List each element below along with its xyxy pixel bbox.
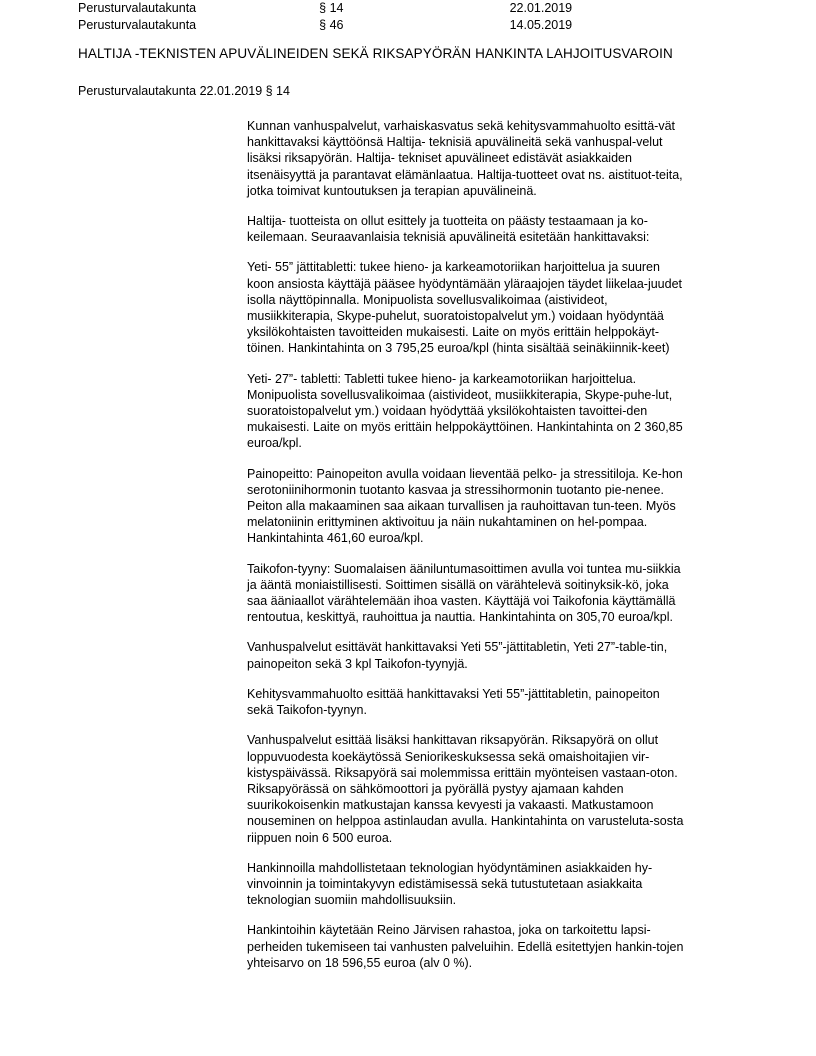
- meeting-reference-table: [78, 0, 678, 34]
- document-body: [247, 118, 687, 971]
- meeting-body: Perusturvalautakunta: [78, 18, 197, 32]
- body-paragraph: Kunnan vanhuspalvelut, varhaiskasvatus sekä kehitysvammahuolto esittä-vät hankittavaksi käyttöönsä Haltija- teknisiä apuvälineitä sekä vanhuspal-velut lisäksi riksapyörän. Haltija- tekniset apuvälineet edistävät asiakkaiden itsenäisyyttä ja parantavat elämänlaatua. Haltija-tuotteet ovat ns. aistituot-teita, jotka toimivat kuntoutuksen ja terapian apuvälineinä.: [247, 119, 683, 198]
- meeting-section: § 14: [319, 1, 344, 15]
- section-subheading: Perusturvalautakunta 22.01.2019 § 14: [78, 84, 290, 98]
- body-paragraph: Hankinnoilla mahdollistetaan teknologian hyödyntäminen asiakkaiden hy-vinvoinnin ja toimintakyvyn edistämisessä sekä tutustutetaan asiakkaita teknologian suomiin mahdollisuuksiin.: [247, 860, 653, 908]
- body-paragraph: Haltija- tuotteista on ollut esittely ja tuotteita on päästy testaamaan ja ko-keilemaan. Seuraavanlaisia teknisiä apuvälineitä esitetään hankittavaksi:: [247, 214, 650, 245]
- body-paragraph: Yeti- 27”- tabletti: Tabletti tukee hieno- ja karkeamotoriikan harjoittelua. Monipuolista sovellusvalikoimaa (aistivideot, musiikkiterapia, Skype-puhe-lut, suoratoistopalvelut ym.) voidaan hyödyttää yksilökohtaisten tavoittei-den mukaisesti. Laite on myös erittäin helppokäyttöinen. Hankintahinta on 2 360,85 euroa/kpl.: [247, 371, 683, 451]
- body-paragraph: Hankintoihin käytetään Reino Järvisen rahastoa, joka on tarkoitettu lapsi-perheiden tukemiseen tai vanhusten palveluihin. Edellä esitettyjen hankin-tojen yhteisarvo on 18 596,55 euroa (alv 0 %).: [247, 923, 684, 970]
- meeting-body: Perusturvalautakunta: [78, 1, 197, 15]
- body-paragraph: Painopeitto: Painopeiton avulla voidaan lieventää pelko- ja stressitiloja. Ke-hon serotoniinihormonin tuotanto kasvaa ja stressihormonin tuotanto pie-nenee. Peiton alla makaaminen saa aikaan turvallisen ja rauhoittavan tun-teen. Myös melatoniinin erittyminen aktivoituu ja näin nukahtaminen on hel-pompaa. Hankintahinta 461,60 euroa/kpl.: [247, 466, 683, 546]
- meeting-date: 14.05.2019: [509, 18, 573, 32]
- table-row: [78, 17, 678, 34]
- page-title: HALTIJA -TEKNISTEN APUVÄLINEIDEN SEKÄ RIKSAPYÖRÄN HANKINTA LAHJOITUSVAROIN: [78, 46, 673, 61]
- meeting-date: 22.01.2019: [509, 1, 573, 15]
- body-paragraph: Kehitysvammahuolto esittää hankittavaksi Yeti 55”-jättitabletin, painopeiton sekä Taikofon-tyynyn.: [247, 686, 660, 718]
- body-paragraph: Yeti- 55” jättitabletti: tukee hieno- ja karkeamotoriikan harjoittelua ja suuren koon ansiosta käyttäjä pääsee hyödyntämään yläraajojen täydet liikelaa-juudet isolla näyttöpinnalla. Monipuolista sovellusvalikoimaa (aistivideot, musiikkiterapia, Skype-puhelut, suoratoistopalvelut ym.) voidaan hyödyntää yksilökohtaisten tavoitteiden mukaisesti. Laite on myös erittäin helppokäyt-töinen. Hankintahinta on 3 795,25 euroa/kpl (hinta sisältää seinäkiinnik-keet): [247, 260, 683, 356]
- body-paragraph: Vanhuspalvelut esittää lisäksi hankittavan riksapyörän. Riksapyörä on ollut loppuvuodesta koekäytössä Seniorikeskuksessa sekä omaishoitajien vir-kistyspäivässä. Riksapyörä sai molemmissa erittäin myönteisen vastaan-oton. Riksapyörässä on sähkömoottori ja pyörällä pystyy ajamaan kahden suurikokoisenkin matkustajan kanssa kevyesti ja vakaasti. Matkustamoon nouseminen on helppoa astinlaudan avulla. Hankintahinta on varusteluta-sosta riippuen noin 6 500 euroa.: [247, 733, 684, 845]
- body-paragraph: Taikofon-tyyny: Suomalaisen ääniluntumasoittimen avulla voi tuntea mu-siikkia ja ääntä moniaistillisesti. Soittimen sisällä on värähtelevä soitinyksik-kö, joka saa ääniaallot värähtelemään ihoa vasten. Käyttäjä voi Taikofonia käyttämällä rentoutua, keskittyä, rauhoittua ja nauttia. Hankintahinta on 305,70 euroa/kpl.: [247, 561, 681, 625]
- meeting-section: § 46: [319, 18, 344, 32]
- body-paragraph: Vanhuspalvelut esittävät hankittavaksi Yeti 55”-jättitabletin, Yeti 27”-table-tin, painopeiton sekä 3 kpl Taikofon-tyynyjä.: [247, 640, 668, 671]
- table-row: [78, 0, 678, 17]
